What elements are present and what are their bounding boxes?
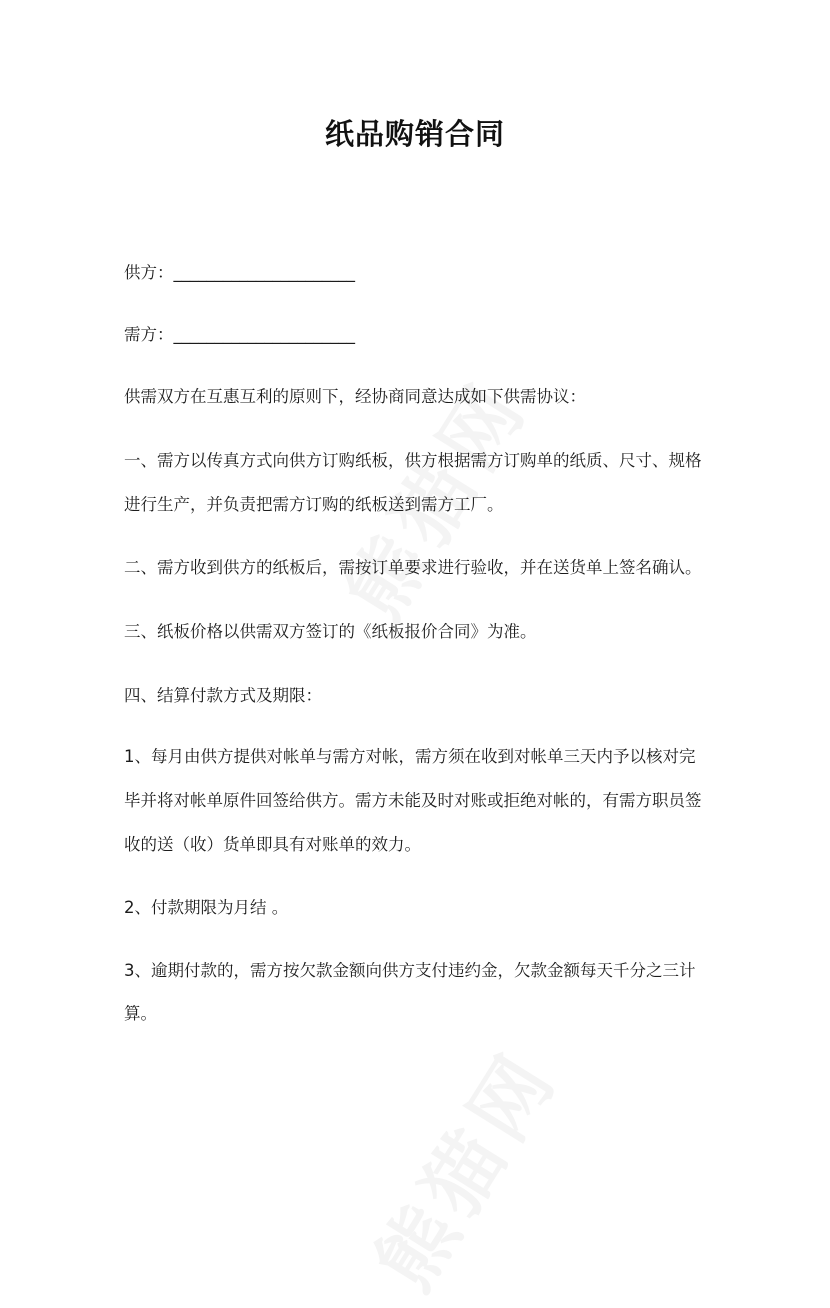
item-2: 2、付款期限为月结 。 [124,898,289,917]
intro-paragraph: 供需双方在互惠互利的原则下，经协商同意达成如下供需协议： [124,387,586,406]
item-1-line-2: 毕并将对帐单原件回签给供方。需方未能及时对账或拒绝对帐的，有需方职员签 [124,791,702,810]
supplier-line: 供方：______________________ [124,263,355,282]
clause-4-heading: 四、结算付款方式及期限： [124,686,322,705]
clause-3: 三、纸板价格以供需双方签订的《纸板报价合同》为准。 [124,622,537,641]
buyer-line: 需方：______________________ [124,325,355,344]
watermark-bottom [345,1024,580,1307]
item-1-line-3: 收的送（收）货单即具有对账单的效力。 [124,835,421,854]
clause-1-line-2: 进行生产，并负责把需方订购的纸板送到需方工厂。 [124,495,504,514]
clause-1-line-1: 一、需方以传真方式向供方订购纸板，供方根据需方订购单的纸质、尺寸、规格 [124,451,702,470]
item-3-line-1: 3、逾期付款的，需方按欠款金额向供方支付违约金，欠款金额每天千分之三计 [124,961,696,980]
item-1-line-1: 1、每月由供方提供对帐单与需方对帐，需方须在收到对帐单三天内予以核对完 [124,747,696,766]
item-3-line-2: 算。 [124,1004,157,1023]
clause-2: 二、需方收到供方的纸板后，需按订单要求进行验收，并在送货单上签名确认。 [124,558,702,577]
document-title: 纸品购销合同 [324,117,505,151]
